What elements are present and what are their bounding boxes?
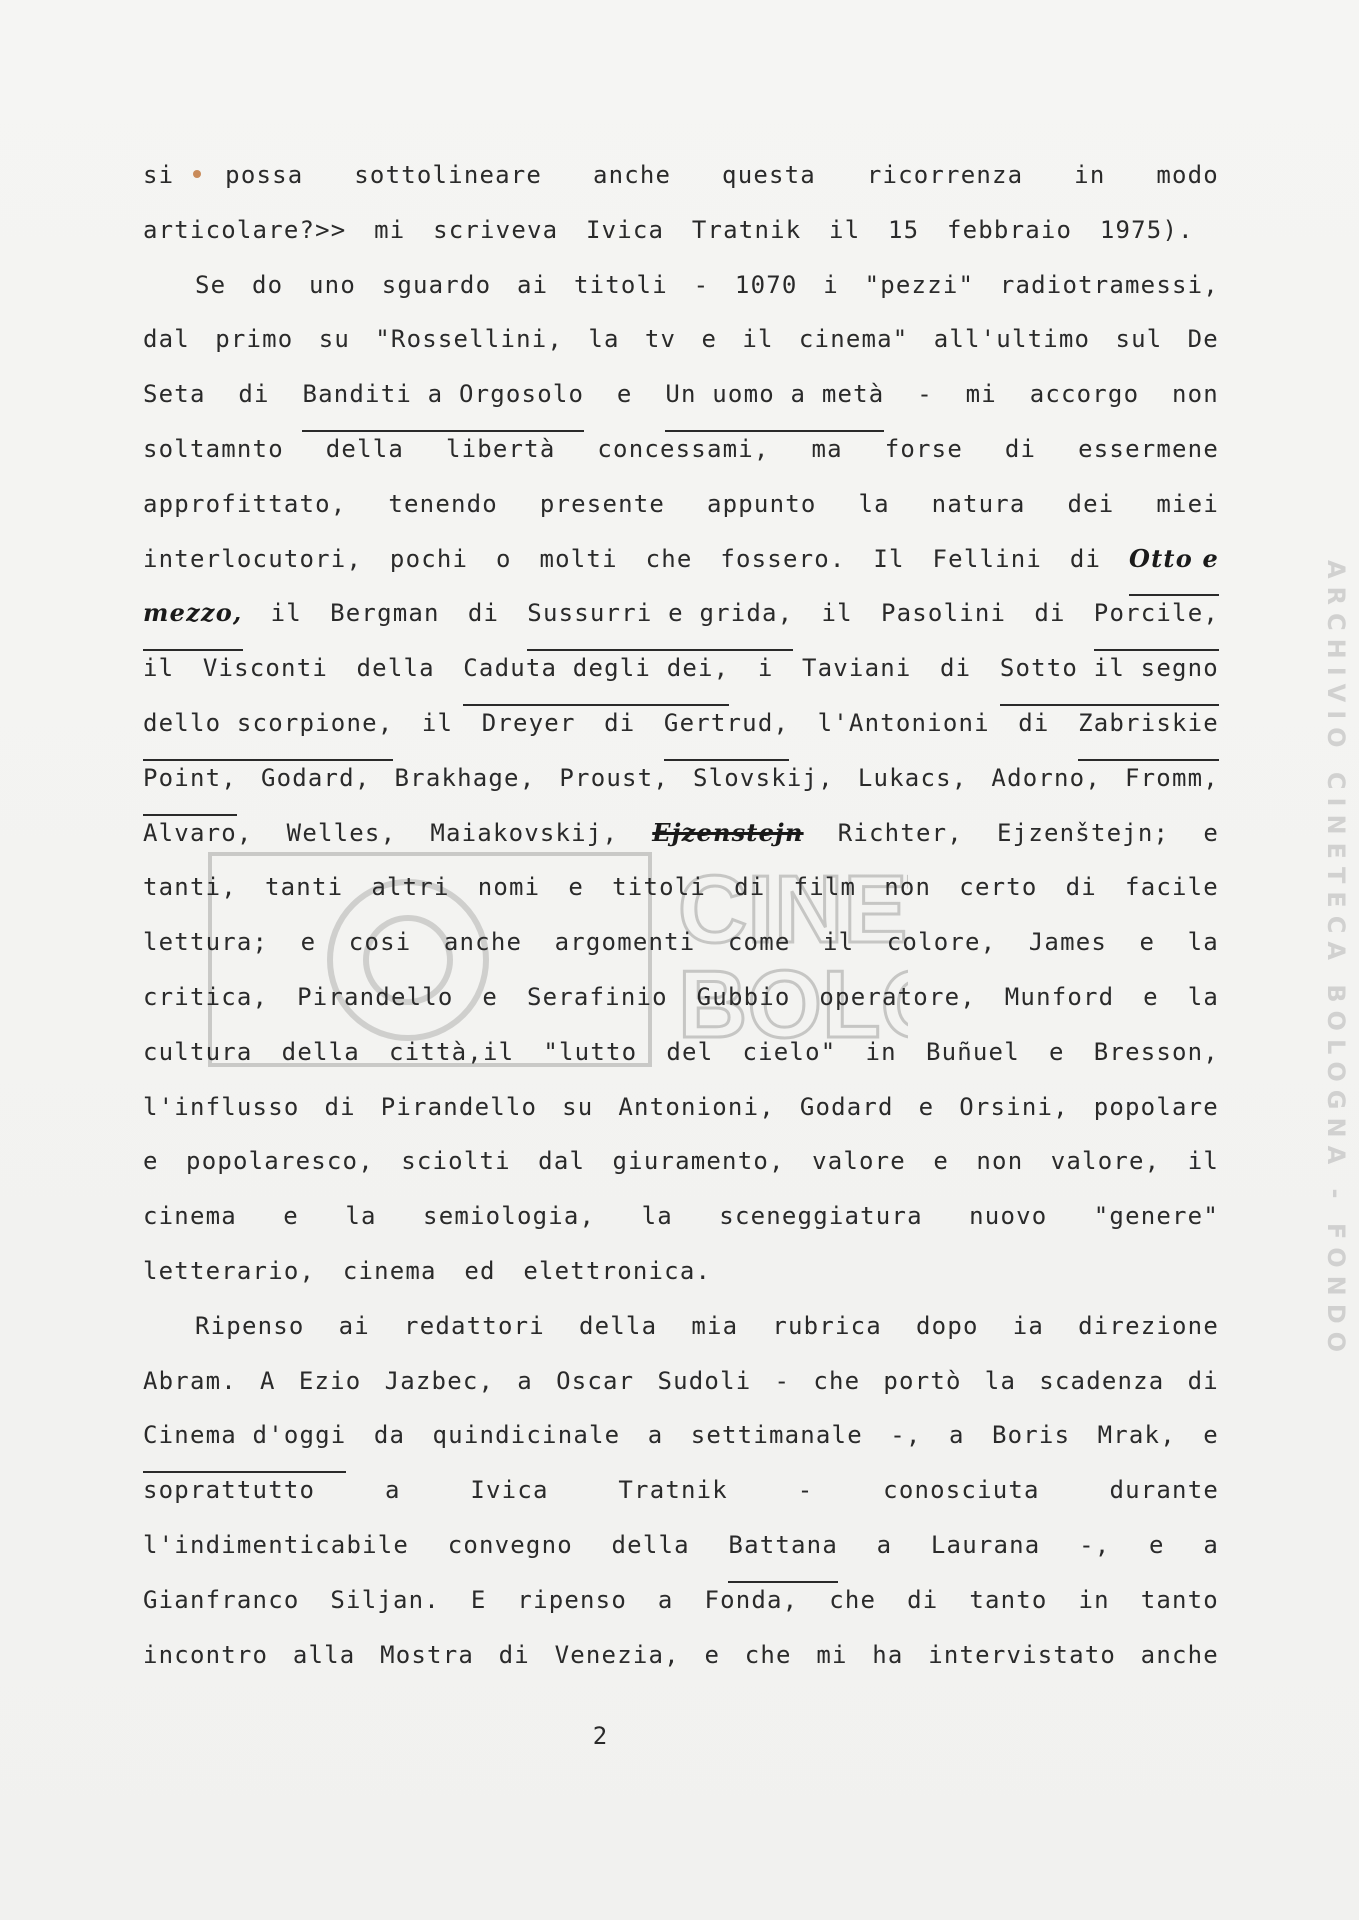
- film-title: Point,: [143, 761, 237, 816]
- page-number: 2: [592, 1722, 608, 1750]
- text-line: dal primo su "Rossellini, la tv e il cinema" all'ultimo sul De: [143, 325, 1219, 354]
- text-line: il Visconti della Caduta degli dei, i Taviani di Sotto il segno: [143, 651, 1219, 706]
- handwritten-correction: Otto e: [1129, 542, 1219, 597]
- text-line: si possa sottolineare anche questa ricorrenza in modo: [143, 161, 1219, 189]
- magazine-title: Cinema d'oggi: [143, 1418, 346, 1473]
- text-line: Seta di Banditi a Orgosolo e Un uomo a metà - mi accorgo non: [143, 377, 1219, 432]
- text-line: Point, Godard, Brakhage, Proust, Slovskij, Lukacs, Adorno, Fromm,: [143, 761, 1219, 816]
- film-title: Caduta degli dei,: [463, 651, 729, 706]
- text-line: soprattutto a Ivica Tratnik - conosciuta durante: [143, 1476, 1219, 1505]
- text-line: dello scorpione, il Dreyer di Gertrud, l'Antonioni di Zabriskie: [143, 706, 1219, 761]
- film-title: Sotto il segno: [1000, 651, 1219, 706]
- handwritten-correction: mezzo,: [143, 596, 243, 651]
- body-text: [143, 158, 1219, 1692]
- text-line: e popolaresco, sciolti dal giuramento, valore e non valore, il: [143, 1147, 1219, 1176]
- text-line: Ripenso ai redattori della mia rubrica dopo ia direzione: [195, 1311, 1219, 1340]
- text-line: l'influsso di Pirandello su Antonioni, Godard e Orsini, popolare: [143, 1092, 1219, 1121]
- text-line: interlocutori, pochi o molti che fossero. Il Fellini di Otto e: [143, 542, 1219, 597]
- film-title: Porcile,: [1094, 596, 1219, 651]
- text-line: letterario, cinema ed elettronica.: [143, 1256, 712, 1285]
- text-line: cinema e la semiologia, la sceneggiatura nuovo "genere": [143, 1202, 1219, 1231]
- text-line: tanti, tanti altri nomi e titoli di film non certo di facile: [143, 873, 1219, 902]
- text-line: lettura; e cosi anche argomenti come il colore, James e la: [143, 928, 1219, 957]
- archive-side-strip: [1319, 20, 1353, 1900]
- side-strip-text: ARCHIVIO CINETECA BOLOGNA - FONDO: [1322, 559, 1350, 1361]
- text-line: mezzo, il Bergman di Sussurri e grida, il Pasolini di Porcile,: [143, 596, 1219, 651]
- text-line: Cinema d'oggi da quindicinale a settimanale -, a Boris Mrak, e: [143, 1418, 1219, 1473]
- text-line: cultura della città,il "lutto del cielo" in Buñuel e Bresson,: [143, 1037, 1219, 1066]
- text-line: soltamnto della libertà concessami, ma forse di essermene: [143, 434, 1219, 463]
- film-title: Un uomo a metà: [665, 377, 884, 432]
- text-line: incontro alla Mostra di Venezia, e che mi ha intervistato anche: [143, 1640, 1219, 1669]
- text-line: Se do uno sguardo ai titoli - 1070 i "pezzi" radiotramessi,: [195, 270, 1219, 299]
- film-title: Banditi a Orgosolo: [302, 377, 584, 432]
- text-line: approfittato, tenendo presente appunto la natura dei miei: [143, 489, 1219, 518]
- text-line: l'indimenticabile convegno della Battana a Laurana -, e a: [143, 1528, 1219, 1583]
- text-line: critica, Pirandello e Serafinio Gubbio operatore, Munford e la: [143, 982, 1219, 1011]
- film-title: Gertrud,: [664, 706, 789, 761]
- text-line: Gianfranco Siljan. E ripenso a Fonda, che di tanto in tanto: [143, 1585, 1219, 1614]
- film-title: dello scorpione,: [143, 706, 393, 761]
- text-line: Alvaro, Welles, Maiakovskij, Ejzenstejn Richter, Ejzenštejn; e: [143, 816, 1219, 871]
- magazine-title: Battana: [728, 1528, 838, 1583]
- text-line: Abram. A Ezio Jazbec, a Oscar Sudoli - che portò la scadenza di: [143, 1366, 1219, 1395]
- film-title: Sussurri e grida,: [527, 596, 793, 651]
- film-title: Zabriskie: [1078, 706, 1219, 761]
- text-line: articolare?>> mi scriveva Ivica Tratnik il 15 febbraio 1975).: [143, 215, 1194, 244]
- watermark-line1: CINE: [678, 856, 908, 963]
- struck-out-word: Ejzenstejn: [652, 817, 804, 847]
- watermark-line2: BOL: [678, 951, 881, 1058]
